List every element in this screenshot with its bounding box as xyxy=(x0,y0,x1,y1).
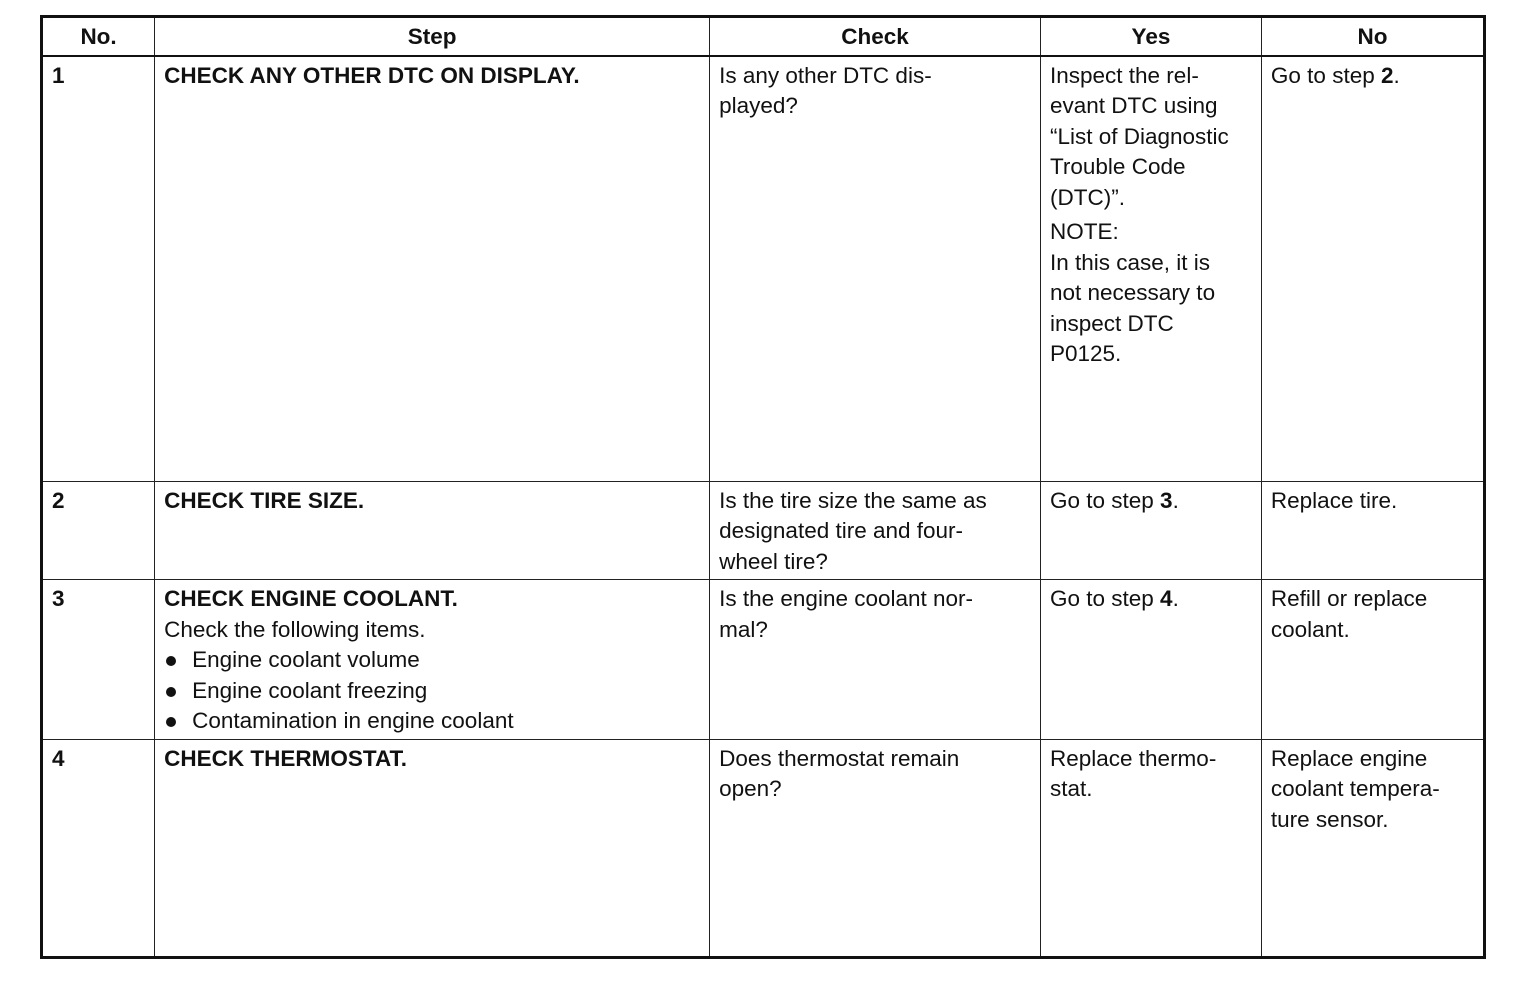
goto-prefix: Go to step xyxy=(1270,62,1381,88)
step-title: CHECK THERMOSTAT. xyxy=(164,745,408,771)
diagnostic-table xyxy=(40,15,1486,959)
check-cell: Is the engine coolant nor- mal? xyxy=(710,580,1041,740)
goto-prefix: Go to step xyxy=(1049,487,1161,513)
step-number: 4 xyxy=(42,739,155,957)
yes-cell xyxy=(1040,56,1261,482)
no-cell: Refill or replace coolant. xyxy=(1261,580,1484,740)
note-text: In this case, it is not necessary to inspect DTC P0125. xyxy=(1049,249,1216,366)
header-no-action: No xyxy=(1261,17,1484,56)
step-intro: Check the following items. xyxy=(164,616,426,642)
step-number: 1 xyxy=(42,56,155,482)
step-title: CHECK ANY OTHER DTC ON DISPLAY. xyxy=(164,62,580,88)
step-title: CHECK ENGINE COOLANT. xyxy=(164,586,458,611)
check-cell: Is the tire size the same as designated tire and four- wheel tire? xyxy=(710,481,1041,580)
table-row xyxy=(42,481,1485,580)
check-items-list xyxy=(164,645,700,737)
goto-step-number: 2 xyxy=(1380,62,1394,88)
step-number: 3 xyxy=(42,580,155,740)
no-cell: Replace tire. xyxy=(1261,481,1484,580)
header-step: Step xyxy=(155,17,710,56)
yes-cell xyxy=(1040,481,1261,580)
goto-suffix: . xyxy=(1393,62,1400,88)
header-no: No. xyxy=(42,17,155,56)
no-cell xyxy=(1261,56,1484,482)
yes-text: Inspect the rel- evant DTC using “List of Diagnostic Trouble Code (DTC)”. xyxy=(1049,62,1229,210)
yes-cell: Replace thermo- stat. xyxy=(1040,739,1261,957)
goto-suffix: . xyxy=(1172,586,1179,611)
header-check: Check xyxy=(710,17,1041,56)
no-cell: Replace engine coolant tempera- ture sensor. xyxy=(1261,739,1484,957)
goto-prefix: Go to step xyxy=(1049,586,1161,611)
goto-step-number: 3 xyxy=(1160,487,1173,513)
table-row xyxy=(42,56,1485,482)
step-cell xyxy=(155,56,710,482)
check-cell: Is any other DTC dis- played? xyxy=(710,56,1041,482)
yes-cell xyxy=(1040,580,1261,740)
goto-suffix: . xyxy=(1172,487,1179,513)
list-item: Contamination in engine coolant xyxy=(164,706,700,737)
step-title: CHECK TIRE SIZE. xyxy=(164,487,365,513)
list-item: Engine coolant freezing xyxy=(164,676,700,707)
header-yes: Yes xyxy=(1040,17,1261,56)
goto-step-number: 4 xyxy=(1160,586,1173,611)
list-item: Engine coolant volume xyxy=(164,645,700,676)
step-number: 2 xyxy=(42,481,155,580)
table-row xyxy=(42,739,1485,957)
header-row xyxy=(42,17,1485,56)
step-cell xyxy=(155,739,710,957)
step-cell xyxy=(155,481,710,580)
table-row xyxy=(42,580,1485,740)
note-label: NOTE: xyxy=(1049,219,1119,244)
step-cell xyxy=(155,580,710,740)
check-cell: Does thermostat remain open? xyxy=(710,739,1041,957)
